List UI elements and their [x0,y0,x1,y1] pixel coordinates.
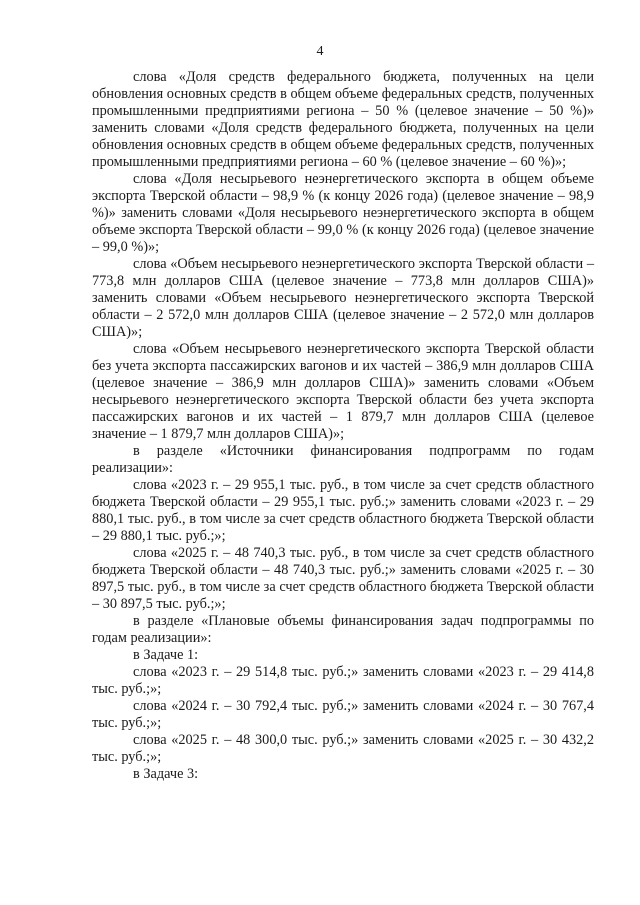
paragraph: слова «2025 г. – 48 300,0 тыс. руб.;» заменить словами «2025 г. – 30 432,2 тыс. руб.;»; [92,732,594,765]
paragraph: в Задаче 3: [133,766,199,782]
paragraph: слова «Доля несырьевого неэнергетического экспорта в общем объеме экспорта Тверской области – 98,9 % (к концу 2026 года) (целевое значение – 98,9 %)» заменить словами «Доля несырьевого неэнергетического экспорта в общем объеме экспорта Тверской области – 99,0 % (к концу 2026 года) (целевое значение – 99,0 %)»; [92,171,594,255]
paragraph: в Задаче 1: [133,647,199,663]
paragraph: слова «2023 г. – 29 955,1 тыс. руб., в том числе за счет средств областного бюджета Тверской области – 29 955,1 тыс. руб.;» заменить словами «2023 г. – 29 880,1 тыс. руб., в том числе за счет средств областного бюджета Тверской области – 29 880,1 тыс. руб.;»; [92,477,594,544]
paragraph: слова «Доля средств федерального бюджета, полученных на цели обновления основных средств в общем объеме федеральных средств, полученных промышленными предприятиями региона – 50 % (целевое значение – 50 %)» заменить словами «Доля средств федерального бюджета, полученных на цели обновления основных средств в общем объеме федеральных средств, полученных промышленными предприятиями региона – 60 % (целевое значение – 60 %)»; [92,69,594,170]
paragraph: в разделе «Плановые объемы финансирования задач подпрограммы по годам реализации»: [92,613,594,646]
paragraph: слова «2024 г. – 30 792,4 тыс. руб.;» заменить словами «2024 г. – 30 767,4 тыс. руб.;»; [92,698,594,731]
paragraph: слова «2023 г. – 29 514,8 тыс. руб.;» заменить словами «2023 г. – 29 414,8 тыс. руб.;»; [92,664,594,697]
paragraph: в разделе «Источники финансирования подпрограмм по годам реализации»: [92,443,594,476]
paragraph: слова «2025 г. – 48 740,3 тыс. руб., в том числе за счет средств областного бюджета Тверской области – 48 740,3 тыс. руб.;» заменить словами «2025 г. – 30 897,5 тыс. руб., в том числе за счет средств областного бюджета Тверской области – 30 897,5 тыс. руб.;»; [92,545,594,612]
page-number: 4 [316,44,324,59]
paragraph: слова «Объем несырьевого неэнергетического экспорта Тверской области без учета экспорта пассажирских вагонов и их частей – 386,9 млн долларов США (целевое значение – 386,9 млн долларов США)» заменить словами «Объем несырьевого неэнергетического экспорта Тверской области без учета экспорта пассажирских вагонов и их частей – 1 879,7 млн долларов США (целевое значение – 1 879,7 млн долларов США)»; [92,341,594,442]
document-body [92,69,594,783]
paragraph: слова «Объем несырьевого неэнергетического экспорта Тверской области – 773,8 млн долларов США (целевое значение – 773,8 млн долларов США)» заменить словами «Объем несырьевого неэнергетического экспорта Тверской области – 2 572,0 млн долларов США (целевое значение – 2 572,0 млн долларов США)»; [92,256,594,340]
